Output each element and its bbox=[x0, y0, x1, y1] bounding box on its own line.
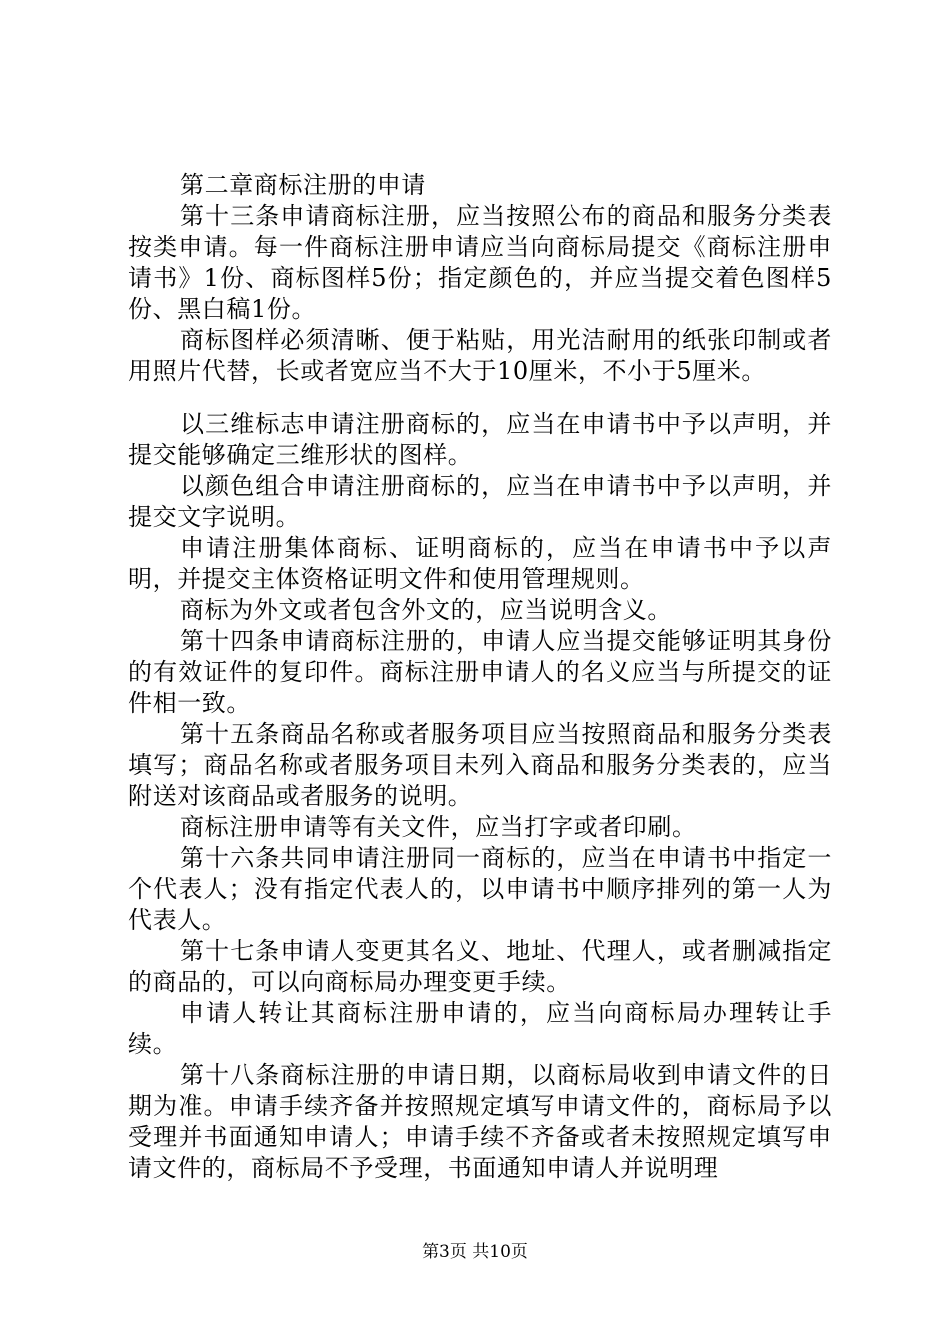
paragraph-article-13: 第十三条申请商标注册，应当按照公布的商品和服务分类表按类申请。每一件商标注册申请应当向商标局提交《商标注册申请书》1份、商标图样5份；指定颜色的，并应当提交着色图样5份、黑白稿1份。 bbox=[128, 202, 832, 323]
document-body bbox=[128, 170, 832, 1184]
paragraph-foreign-language: 商标为外文或者包含外文的，应当说明含义。 bbox=[180, 596, 672, 624]
paragraph-article-14: 第十四条申请商标注册的，申请人应当提交能够证明其身份的有效证件的复印件。商标注册申请人的名义应当与所提交的证件相一致。 bbox=[128, 627, 832, 717]
chapter-heading: 第二章商标注册的申请 bbox=[180, 171, 426, 199]
paragraph-article-16: 第十六条共同申请注册同一商标的，应当在申请书中指定一个代表人；没有指定代表人的，以申请书中顺序排列的第一人为代表人。 bbox=[128, 844, 832, 934]
paragraph-article-17: 第十七条申请人变更其名义、地址、代理人，或者删减指定的商品的，可以向商标局办理变更手续。 bbox=[128, 937, 832, 996]
paragraph-three-dimensional: 以三维标志申请注册商标的，应当在申请书中予以声明，并提交能够确定三维形状的图样。 bbox=[128, 410, 832, 469]
paragraph-article-18: 第十八条商标注册的申请日期，以商标局收到申请文件的日期为准。申请手续齐备并按照规定填写申请文件的，商标局予以受理并书面通知申请人；申请手续不齐备或者未按照规定填写申请文件的，商标局不予受理，书面通知申请人并说明理 bbox=[128, 1061, 832, 1182]
paragraph-transfer: 申请人转让其商标注册申请的，应当向商标局办理转让手续。 bbox=[128, 999, 832, 1058]
paragraph-color-combination: 以颜色组合申请注册商标的，应当在申请书中予以声明，并提交文字说明。 bbox=[128, 472, 832, 531]
page-number-footer: 第3页 共10页 bbox=[422, 1242, 528, 1262]
paragraph-article-15: 第十五条商品名称或者服务项目应当按照商品和服务分类表填写；商品名称或者服务项目未列入商品和服务分类表的，应当附送对该商品或者服务的说明。 bbox=[128, 720, 832, 810]
paragraph-collective-mark: 申请注册集体商标、证明商标的，应当在申请书中予以声明，并提交主体资格证明文件和使用管理规则。 bbox=[128, 534, 832, 593]
paragraph-typed-documents: 商标注册申请等有关文件，应当打字或者印刷。 bbox=[180, 813, 697, 841]
paragraph-trademark-specimen: 商标图样必须清晰、便于粘贴，用光洁耐用的纸张印制或者用照片代替，长或者宽应当不大于10厘米，不小于5厘米。 bbox=[128, 326, 832, 385]
